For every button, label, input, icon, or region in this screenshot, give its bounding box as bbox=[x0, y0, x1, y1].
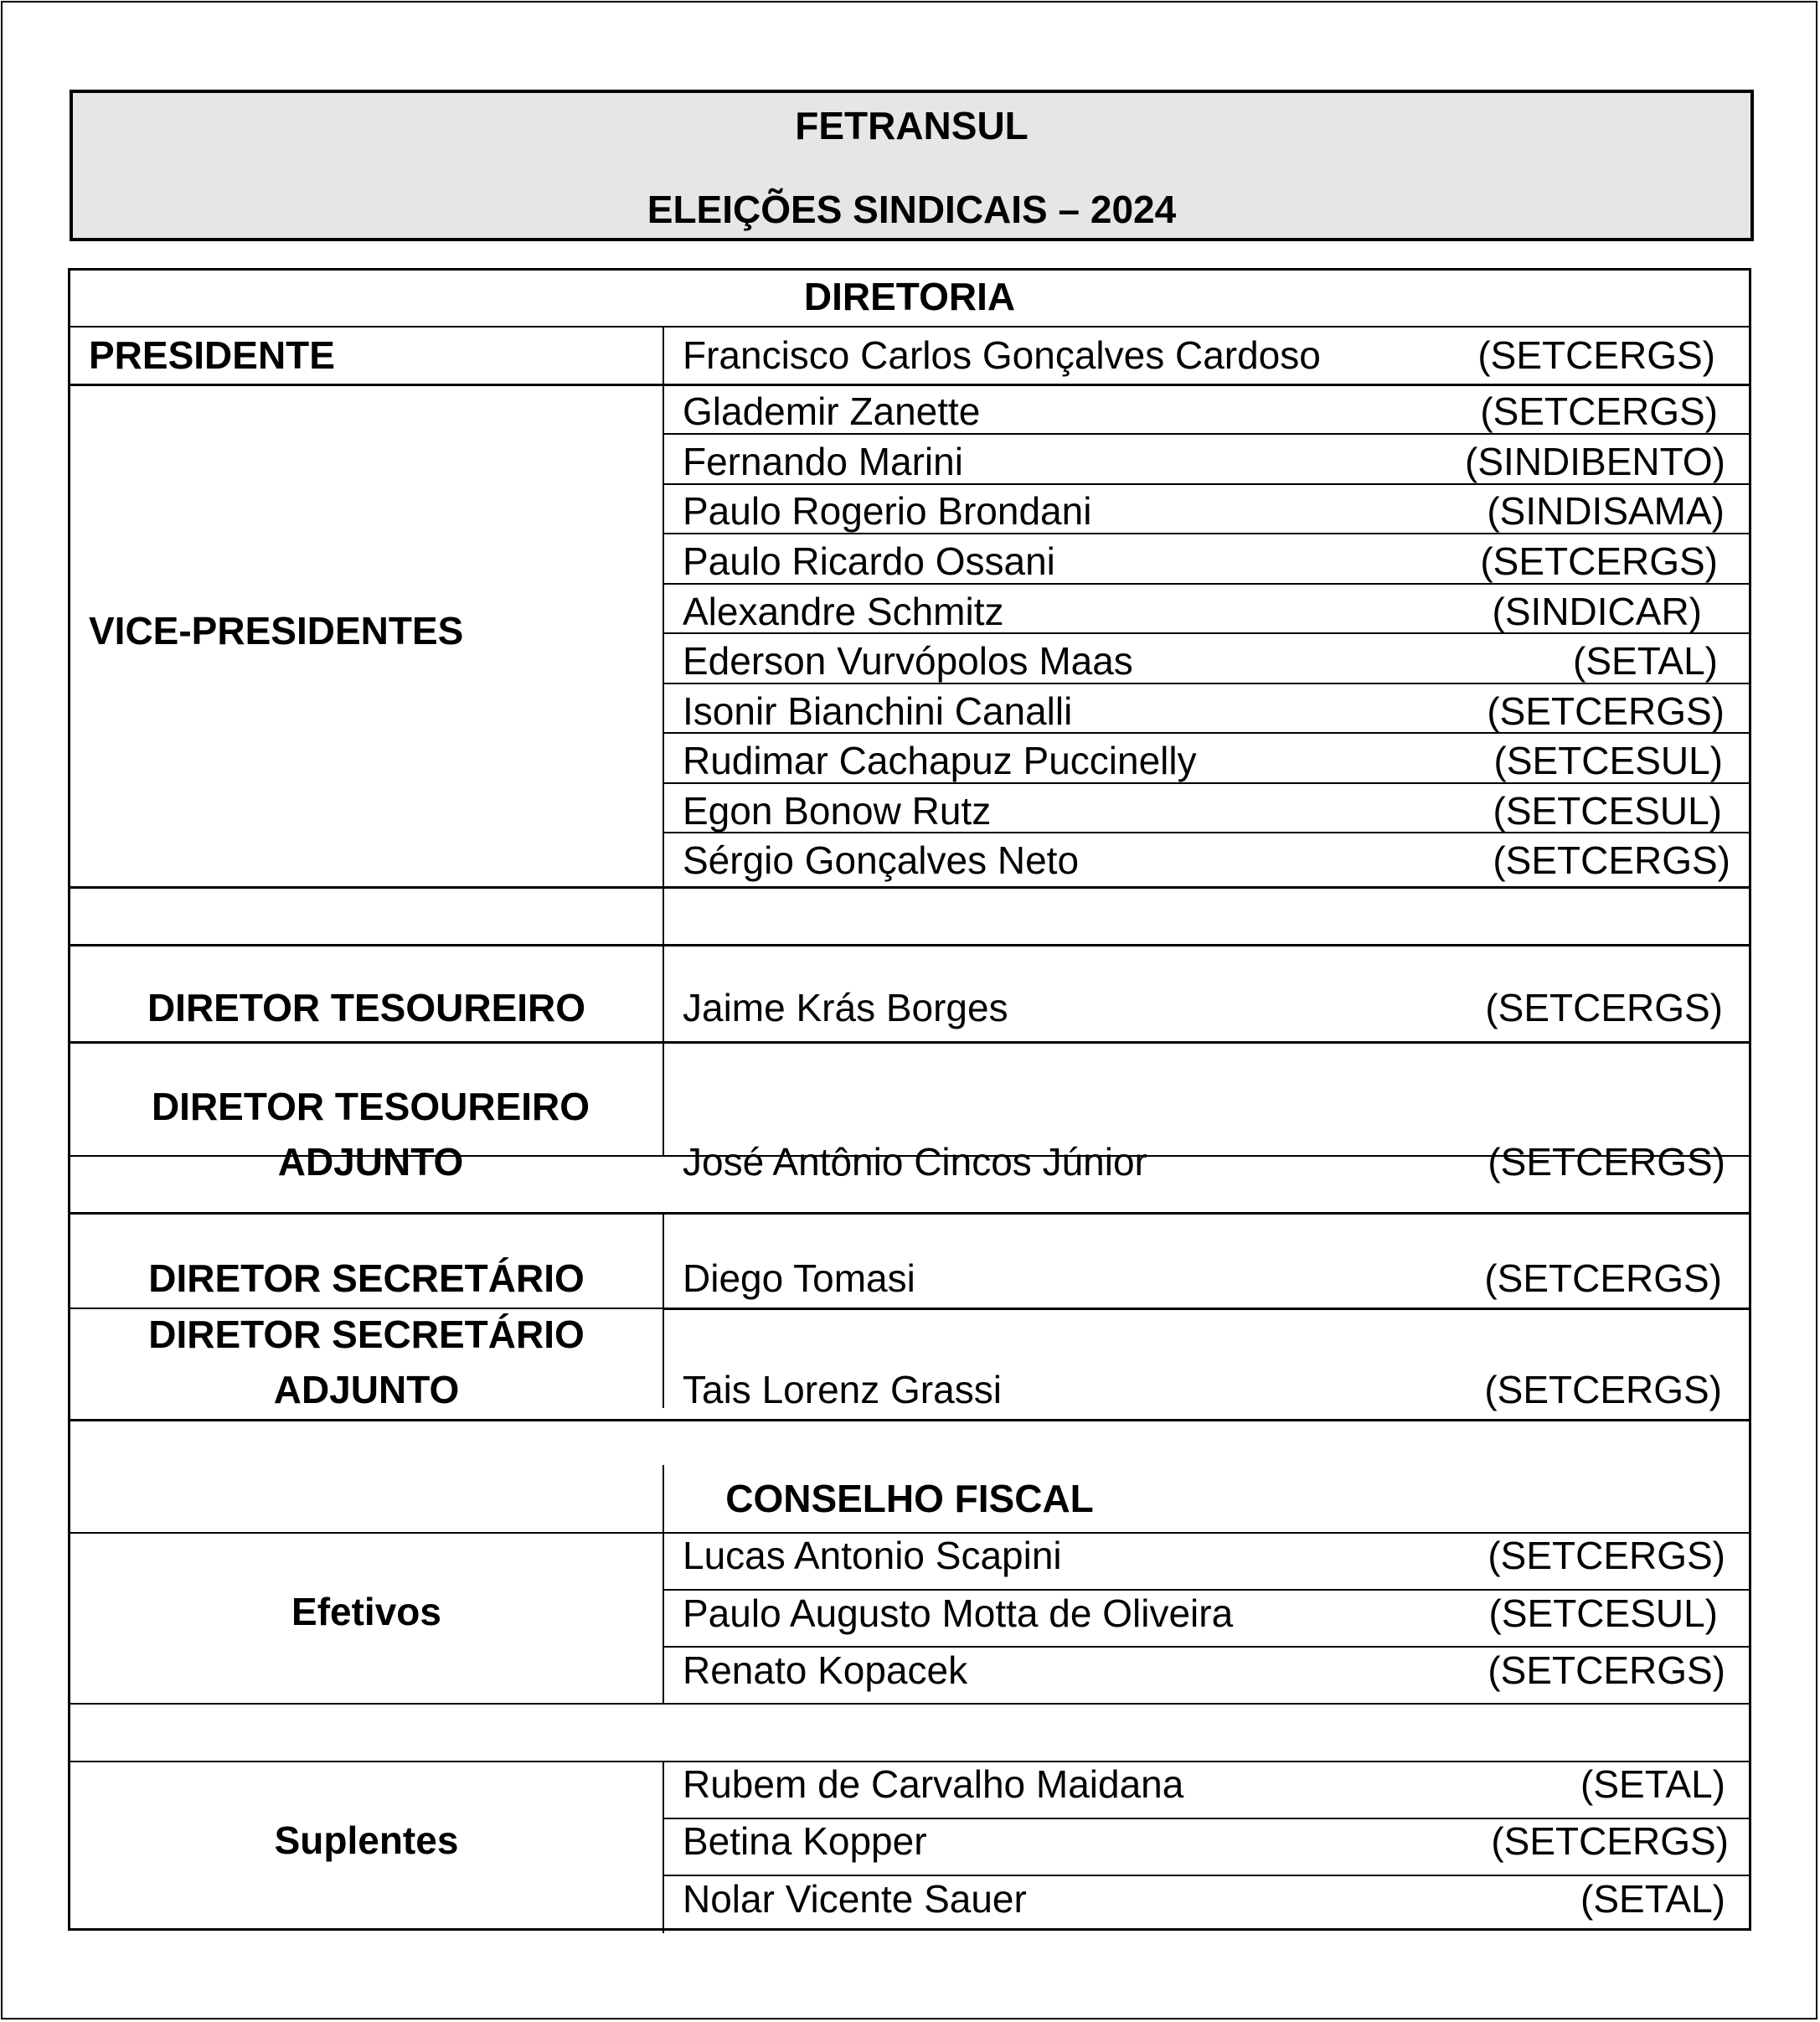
vice-name: Alexandre Schmitz bbox=[683, 590, 1004, 633]
row-divider bbox=[663, 732, 1749, 734]
suplente-name: Nolar Vicente Sauer bbox=[683, 1877, 1027, 1921]
role-vice-presidentes: VICE-PRESIDENTES bbox=[89, 609, 464, 653]
role-secretario-adjunto-line1: DIRETOR SECRETÁRIO bbox=[148, 1313, 585, 1356]
tesoureiro-name: Jaime Krás Borges bbox=[683, 986, 1008, 1029]
row-divider bbox=[663, 1589, 1749, 1591]
column-divider bbox=[663, 1212, 664, 1408]
section-title-conselho-fiscal: CONSELHO FISCAL bbox=[725, 1477, 1094, 1520]
tesoureiro-adjunto-org: (SETCERGS) bbox=[1487, 1140, 1725, 1184]
secretario-adjunto-org: (SETCERGS) bbox=[1484, 1368, 1722, 1411]
tesoureiro-adjunto-name: José Antônio Cincos Júnior bbox=[683, 1140, 1147, 1184]
row-divider bbox=[70, 1308, 663, 1309]
secretario-adjunto-name: Tais Lorenz Grassi bbox=[683, 1368, 1002, 1411]
column-divider bbox=[663, 1532, 664, 1703]
row-divider bbox=[70, 1155, 1749, 1157]
vice-org: (SETCESUL) bbox=[1493, 789, 1722, 833]
efetivo-name: Paulo Augusto Motta de Oliveira bbox=[683, 1591, 1234, 1635]
suplente-org: (SETCERGS) bbox=[1491, 1819, 1729, 1863]
row-divider bbox=[663, 832, 1749, 833]
efetivo-org: (SETCESUL) bbox=[1488, 1591, 1718, 1635]
vice-org: (SETCERGS) bbox=[1480, 539, 1718, 583]
vice-name: Ederson Vurvópolos Maas bbox=[683, 639, 1133, 683]
role-suplentes: Suplentes bbox=[274, 1818, 459, 1862]
row-divider bbox=[663, 1646, 1749, 1648]
vice-org: (SETCESUL) bbox=[1493, 739, 1723, 782]
vice-org: (SETCERGS) bbox=[1480, 389, 1718, 433]
role-tesoureiro-adjunto-line1: DIRETOR TESOUREIRO bbox=[151, 1085, 590, 1128]
vice-name: Fernando Marini bbox=[683, 440, 963, 483]
vice-org: (SINDISAMA) bbox=[1487, 489, 1725, 533]
role-tesoureiro-adjunto-line2: ADJUNTO bbox=[277, 1140, 464, 1184]
row-divider bbox=[70, 326, 1749, 328]
row-divider bbox=[663, 533, 1749, 534]
presidente-name: Francisco Carlos Gonçalves Cardoso bbox=[683, 333, 1321, 377]
row-divider bbox=[70, 886, 1749, 889]
vice-name: Paulo Ricardo Ossani bbox=[683, 539, 1055, 583]
efetivo-name: Renato Kopacek bbox=[683, 1648, 968, 1692]
efetivo-org: (SETCERGS) bbox=[1487, 1534, 1725, 1577]
row-divider bbox=[663, 433, 1749, 435]
role-secretario-adjunto-line2: ADJUNTO bbox=[273, 1368, 460, 1411]
row-divider bbox=[70, 1419, 1749, 1421]
column-divider bbox=[663, 1761, 664, 1933]
title-box bbox=[70, 90, 1754, 241]
row-divider bbox=[663, 1308, 1749, 1310]
vice-name: Glademir Zanette bbox=[683, 389, 981, 433]
vice-name: Sérgio Gonçalves Neto bbox=[683, 838, 1080, 882]
efetivo-name: Lucas Antonio Scapini bbox=[683, 1534, 1062, 1577]
vice-name: Egon Bonow Rutz bbox=[683, 789, 992, 833]
suplente-name: Rubem de Carvalho Maidana bbox=[683, 1762, 1184, 1806]
suplente-name: Betina Kopper bbox=[683, 1819, 927, 1863]
secretario-org: (SETCERGS) bbox=[1484, 1256, 1722, 1300]
row-divider bbox=[663, 583, 1749, 585]
vice-org: (SETCERGS) bbox=[1487, 689, 1725, 733]
presidente-org: (SETCERGS) bbox=[1477, 333, 1715, 377]
vice-name: Isonir Bianchini Canalli bbox=[683, 689, 1073, 733]
vice-org: (SINDIBENTO) bbox=[1465, 440, 1725, 483]
vice-org: (SETCERGS) bbox=[1493, 838, 1730, 882]
row-divider bbox=[70, 944, 1749, 947]
efetivo-org: (SETCERGS) bbox=[1487, 1648, 1725, 1692]
column-divider bbox=[663, 326, 664, 1155]
suplente-org: (SETAL) bbox=[1580, 1877, 1725, 1921]
row-divider bbox=[70, 1703, 1749, 1705]
vice-name: Rudimar Cachapuz Puccinelly bbox=[683, 739, 1197, 782]
row-divider bbox=[663, 632, 1749, 634]
vice-org: (SETAL) bbox=[1573, 639, 1718, 683]
row-divider bbox=[70, 384, 1749, 386]
role-presidente: PRESIDENTE bbox=[89, 333, 335, 377]
vice-org: (SINDICAR) bbox=[1492, 590, 1702, 633]
role-secretario: DIRETOR SECRETÁRIO bbox=[148, 1256, 585, 1300]
row-divider bbox=[70, 1041, 1749, 1044]
suplente-org: (SETAL) bbox=[1580, 1762, 1725, 1806]
row-divider bbox=[663, 483, 1749, 485]
org-title: FETRANSUL bbox=[795, 104, 1029, 147]
secretario-name: Diego Tomasi bbox=[683, 1256, 915, 1300]
role-efetivos: Efetivos bbox=[291, 1590, 441, 1633]
role-tesoureiro: DIRETOR TESOUREIRO bbox=[147, 986, 586, 1029]
tesoureiro-org: (SETCERGS) bbox=[1485, 986, 1723, 1029]
row-divider bbox=[663, 1875, 1749, 1876]
election-title: ELEIÇÕES SINDICAIS – 2024 bbox=[647, 188, 1177, 231]
row-divider bbox=[70, 1212, 1749, 1215]
section-title-diretoria: DIRETORIA bbox=[803, 275, 1016, 318]
vice-name: Paulo Rogerio Brondani bbox=[683, 489, 1092, 533]
row-divider bbox=[663, 782, 1749, 784]
board-table bbox=[68, 268, 1751, 1931]
row-divider bbox=[663, 683, 1749, 684]
